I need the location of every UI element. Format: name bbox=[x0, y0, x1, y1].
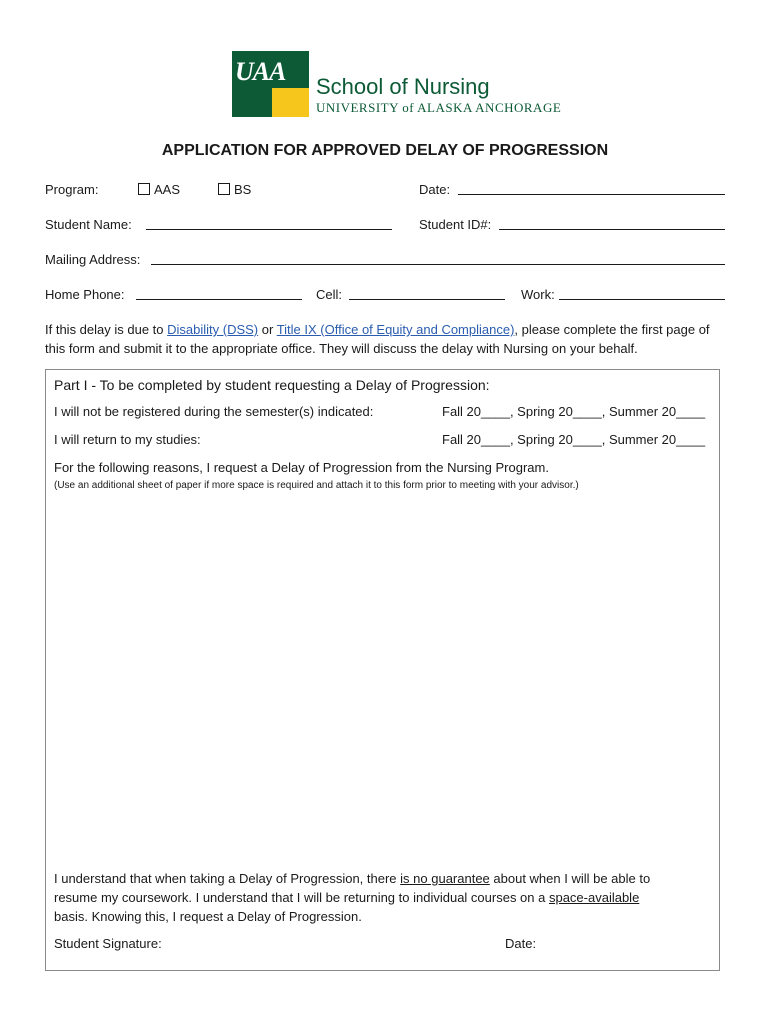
cell-label: Cell: bbox=[316, 287, 343, 302]
space-available-emphasis: space-available bbox=[548, 890, 640, 905]
return-label: I will return to my studies: bbox=[54, 432, 201, 447]
signature-date-label: Date: bbox=[505, 936, 537, 951]
dss-link[interactable]: Disability (DSS) bbox=[167, 322, 259, 337]
cell-field[interactable] bbox=[349, 299, 505, 300]
form-title: APPLICATION FOR APPROVED DELAY OF PROGRESSION bbox=[161, 142, 609, 159]
student-name-field[interactable] bbox=[146, 229, 392, 230]
return-terms[interactable]: Fall 20____, Spring 20____, Summer 20____ bbox=[442, 432, 706, 447]
not-registered-terms[interactable]: Fall 20____, Spring 20____, Summer 20____ bbox=[442, 404, 706, 419]
school-name: School of Nursing bbox=[316, 74, 490, 99]
understand-text-3: resume my coursework. I understand that I will be returning to individual courses on a bbox=[54, 890, 549, 905]
reasons-text-area[interactable] bbox=[54, 496, 709, 858]
work-field[interactable] bbox=[559, 299, 725, 300]
student-id-field[interactable] bbox=[499, 229, 725, 230]
uaa-logo bbox=[232, 51, 309, 117]
date-field[interactable] bbox=[458, 194, 725, 195]
intro-suffix: , please complete the first page of bbox=[514, 322, 710, 337]
intro-line2: this form and submit it to the appropriate office. They will discuss the delay with Nursing on your behalf. bbox=[45, 341, 638, 356]
signature-field[interactable] bbox=[180, 930, 480, 950]
understand-text-1: I understand that when taking a Delay of Progression, there bbox=[54, 871, 401, 886]
understand-text-4: basis. Knowing this, I request a Delay of Progression. bbox=[54, 909, 362, 924]
understand-text-2: about when I will be able to bbox=[489, 871, 651, 886]
aas-label: AAS bbox=[154, 182, 181, 197]
signature-label: Student Signature: bbox=[54, 936, 162, 951]
title-ix-link[interactable]: Title IX (Office of Equity and Compliance) bbox=[276, 322, 515, 337]
no-guarantee-emphasis: is no guarantee bbox=[400, 871, 490, 886]
student-id-label: Student ID#: bbox=[419, 217, 492, 232]
aas-checkbox[interactable] bbox=[138, 183, 150, 195]
logo-text: UAA bbox=[235, 57, 286, 86]
part-one-header: Part I - To be completed by student requesting a Delay of Progression: bbox=[54, 377, 490, 393]
home-phone-field[interactable] bbox=[136, 299, 302, 300]
date-label: Date: bbox=[419, 182, 451, 197]
intro-prefix: If this delay is due to bbox=[45, 322, 168, 337]
student-name-label: Student Name: bbox=[45, 217, 132, 232]
understand-paragraph bbox=[54, 869, 724, 926]
mailing-address-label: Mailing Address: bbox=[45, 252, 141, 267]
bs-checkbox[interactable] bbox=[218, 183, 230, 195]
mailing-address-field[interactable] bbox=[151, 264, 725, 265]
bs-label: BS bbox=[234, 182, 252, 197]
intro-paragraph bbox=[45, 320, 735, 358]
intro-or: or bbox=[258, 322, 277, 337]
university-name: UNIVERSITY of ALASKA ANCHORAGE bbox=[316, 100, 562, 115]
program-label: Program: bbox=[45, 182, 99, 197]
logo-gold-bar bbox=[272, 88, 309, 117]
signature-date-field[interactable] bbox=[545, 930, 705, 950]
home-phone-label: Home Phone: bbox=[45, 287, 125, 302]
reasons-note: (Use an additional sheet of paper if more space is required and attach it to this form prior to meeting with your advisor.) bbox=[54, 480, 579, 491]
reasons-label: For the following reasons, I request a Delay of Progression from the Nursing Program. bbox=[54, 460, 549, 475]
work-label: Work: bbox=[521, 287, 555, 302]
not-registered-label: I will not be registered during the semester(s) indicated: bbox=[54, 404, 374, 419]
